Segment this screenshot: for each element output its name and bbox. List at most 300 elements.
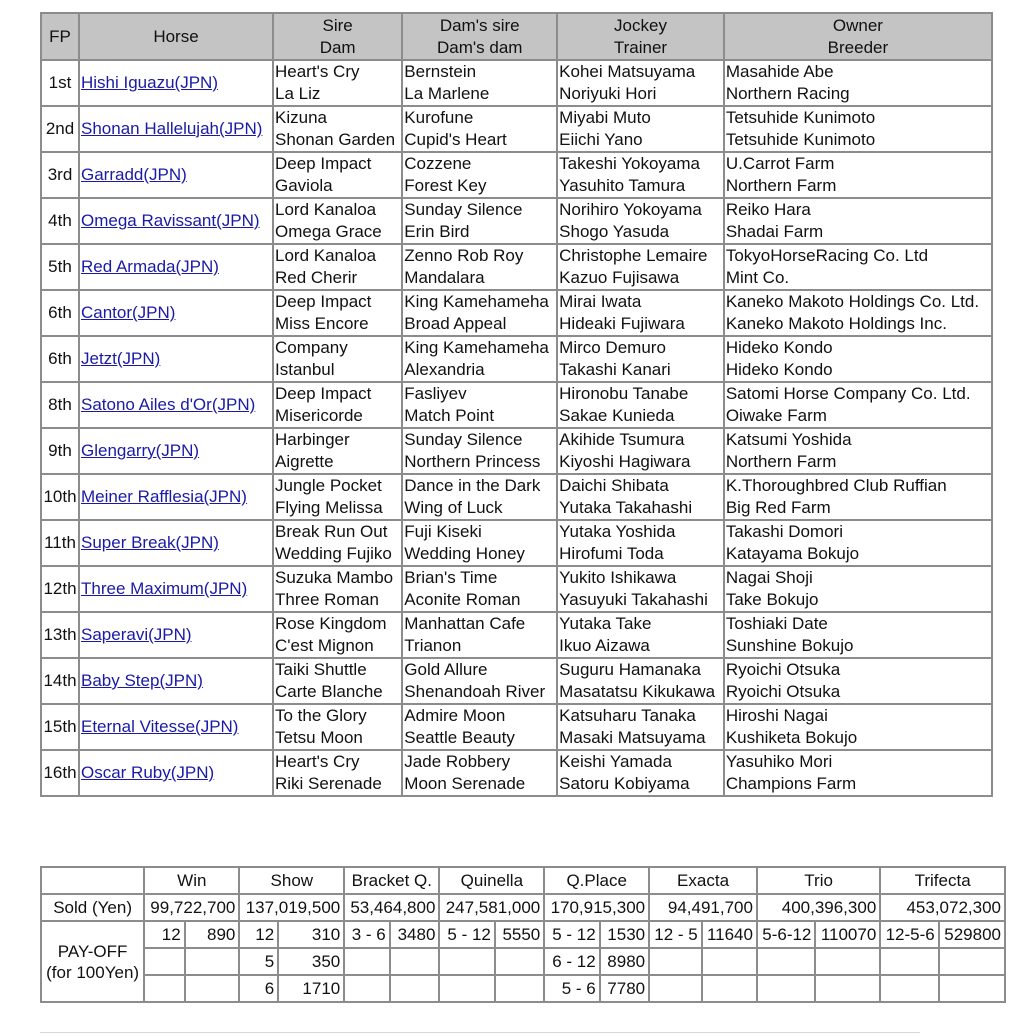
trainer: Takashi Kanari: [559, 360, 671, 379]
horse-link[interactable]: Super Break(JPN): [81, 533, 219, 552]
damsire-damdam-cell: [402, 474, 557, 520]
jockey-trainer-cell: [557, 336, 724, 382]
dams-dam: Match Point: [404, 406, 495, 425]
jockey-trainer-cell: [557, 428, 724, 474]
combination: 5: [239, 948, 278, 975]
dam: Tetsu Moon: [275, 728, 363, 747]
payoff-row: [41, 948, 1005, 975]
sire-dam-cell: [273, 60, 402, 106]
owner: Tetsuhide Kunimoto: [725, 108, 876, 127]
owner: Ryoichi Otsuka: [725, 660, 841, 679]
breeder: Ryoichi Otsuka: [725, 682, 841, 701]
jockey-trainer-cell: [557, 520, 724, 566]
horse-cell: [79, 290, 273, 336]
horse-link[interactable]: Satono Ailes d'Or(JPN): [81, 395, 256, 414]
header-sire-dam: [273, 13, 402, 60]
dams-dam: Broad Appeal: [404, 314, 507, 333]
trainer: Yasuyuki Takahashi: [559, 590, 708, 609]
jockey: Yukito Ishikawa: [559, 568, 677, 587]
payoff-label-line1: PAY-OFF: [57, 941, 128, 961]
damsire-damdam-cell: [402, 290, 557, 336]
trainer: Sakae Kunieda: [559, 406, 675, 425]
finish-position: 3rd: [41, 152, 79, 198]
sire: Jungle Pocket: [275, 476, 382, 495]
table-row: [41, 198, 992, 244]
jockey-trainer-cell: [557, 566, 724, 612]
sold-amount: 400,396,300: [757, 894, 880, 921]
damsire-damdam-cell: [402, 244, 557, 290]
payoff-header-row: [41, 867, 1005, 894]
jockey: Miyabi Muto: [559, 108, 651, 127]
payout: 350: [278, 948, 344, 975]
sire-dam-cell: [273, 244, 402, 290]
owner-breeder-cell: [724, 198, 992, 244]
payoff-table: [40, 866, 1006, 1003]
finish-position: 14th: [41, 658, 79, 704]
dam: Carte Blanche: [275, 682, 383, 701]
dams-dam: Aconite Roman: [404, 590, 521, 609]
combination: [757, 975, 815, 1002]
dams-dam: Moon Serenade: [404, 774, 526, 793]
trainer: Masatatsu Kikukawa: [559, 682, 716, 701]
combination: [344, 975, 390, 1002]
jockey: Keishi Yamada: [559, 752, 672, 771]
horse-cell: [79, 152, 273, 198]
breeder: Champions Farm: [725, 774, 857, 793]
sold-amount: 99,722,700: [144, 894, 239, 921]
jockey: Katsuharu Tanaka: [559, 706, 696, 725]
sire: Rose Kingdom: [275, 614, 387, 633]
horse-cell: [79, 382, 273, 428]
header-breeder: Breeder: [827, 37, 889, 57]
jockey: Kohei Matsuyama: [559, 62, 696, 81]
header-dams-dam: Dam's dam: [437, 37, 523, 57]
sire: Deep Impact: [275, 384, 372, 403]
payout: [390, 975, 440, 1002]
breeder: Mint Co.: [725, 268, 790, 287]
dams-sire: Gold Allure: [404, 660, 488, 679]
bet-type-header: Trifecta: [880, 867, 1005, 894]
owner: Hiroshi Nagai: [725, 706, 828, 725]
payout: [702, 948, 757, 975]
sire-dam-cell: [273, 428, 402, 474]
combination: 5 - 6: [544, 975, 599, 1002]
race-results-table: [40, 12, 993, 797]
damsire-damdam-cell: [402, 152, 557, 198]
horse-cell: [79, 60, 273, 106]
sire: Lord Kanaloa: [275, 200, 377, 219]
damsire-damdam-cell: [402, 750, 557, 796]
owner: Kaneko Makoto Holdings Co. Ltd.: [725, 292, 980, 311]
horse-link[interactable]: Oscar Ruby(JPN): [81, 763, 215, 782]
horse-link[interactable]: Meiner Rafflesia(JPN): [81, 487, 247, 506]
bet-type-header: Q.Place: [544, 867, 649, 894]
dams-sire: Brian's Time: [404, 568, 498, 587]
header-sire: Sire: [322, 15, 353, 35]
horse-cell: [79, 244, 273, 290]
sold-amount: 247,581,000: [439, 894, 544, 921]
dams-dam: Northern Princess: [404, 452, 541, 471]
header-dam: Dam: [319, 37, 356, 57]
combination: [880, 975, 938, 1002]
damsire-damdam-cell: [402, 106, 557, 152]
trainer: Kazuo Fujisawa: [559, 268, 680, 287]
horse-cell: [79, 106, 273, 152]
owner: Nagai Shoji: [725, 568, 813, 587]
horse-link[interactable]: Omega Ravissant(JPN): [81, 211, 260, 230]
payoff-body: [41, 867, 1005, 1002]
jockey-trainer-cell: [557, 612, 724, 658]
payout: [939, 948, 1005, 975]
damsire-damdam-cell: [402, 428, 557, 474]
owner: TokyoHorseRacing Co. Ltd: [725, 246, 929, 265]
bet-type-header: Show: [239, 867, 344, 894]
owner-breeder-cell: [724, 244, 992, 290]
owner-breeder-cell: [724, 658, 992, 704]
dams-sire: Cozzene: [404, 154, 472, 173]
owner: Masahide Abe: [725, 62, 834, 81]
dam: Miss Encore: [275, 314, 369, 333]
owner: Toshiaki Date: [725, 614, 828, 633]
sold-amount: 137,019,500: [239, 894, 344, 921]
combination: 5 - 12: [439, 921, 494, 948]
jockey-trainer-cell: [557, 198, 724, 244]
dams-dam: Wedding Honey: [404, 544, 525, 563]
damsire-damdam-cell: [402, 566, 557, 612]
dams-sire: Fasliyev: [404, 384, 467, 403]
dam: Flying Melissa: [275, 498, 383, 517]
payout: [185, 948, 240, 975]
table-row: [41, 106, 992, 152]
owner-breeder-cell: [724, 428, 992, 474]
table-row: [41, 382, 992, 428]
dam: Misericorde: [275, 406, 363, 425]
jockey: Daichi Shibata: [559, 476, 669, 495]
sire: Suzuka Mambo: [275, 568, 394, 587]
horse-cell: [79, 658, 273, 704]
combination: 12: [144, 921, 184, 948]
dams-dam: Wing of Luck: [404, 498, 503, 517]
header-jockey: Jockey: [614, 15, 667, 35]
owner: Reiko Hara: [725, 200, 811, 219]
sire-dam-cell: [273, 658, 402, 704]
sire: Lord Kanaloa: [275, 246, 377, 265]
jockey-trainer-cell: [557, 244, 724, 290]
dams-sire: Fuji Kiseki: [404, 522, 482, 541]
header-owner-breeder: [724, 13, 992, 60]
payout: 1530: [600, 921, 649, 948]
combination: 12 - 5: [649, 921, 702, 948]
trainer: Eiichi Yano: [559, 130, 643, 149]
dams-sire: Manhattan Cafe: [404, 614, 526, 633]
finish-position: 15th: [41, 704, 79, 750]
payout: [702, 975, 757, 1002]
breeder: Kaneko Makoto Holdings Inc.: [725, 314, 947, 333]
horse-link[interactable]: Cantor(JPN): [81, 303, 176, 322]
horse-cell: [79, 474, 273, 520]
jockey: Norihiro Yokoyama: [559, 200, 702, 219]
trainer: Yasuhito Tamura: [559, 176, 686, 195]
payout: 5550: [495, 921, 544, 948]
table-row: [41, 658, 992, 704]
table-row: [41, 244, 992, 290]
finish-position: 9th: [41, 428, 79, 474]
payout: [939, 975, 1005, 1002]
dams-dam: Mandalara: [404, 268, 485, 287]
horse-cell: [79, 198, 273, 244]
sire: Heart's Cry: [275, 752, 360, 771]
breeder: Shadai Farm: [725, 222, 824, 241]
payout: [495, 948, 544, 975]
combination: [439, 948, 494, 975]
owner: U.Carrot Farm: [725, 154, 835, 173]
finish-position: 10th: [41, 474, 79, 520]
combination: [649, 975, 702, 1002]
breeder: Northern Farm: [725, 176, 837, 195]
dam: Wedding Fujiko: [275, 544, 392, 563]
finish-position: 6th: [41, 336, 79, 382]
owner-breeder-cell: [724, 106, 992, 152]
payoff-row: [41, 921, 1005, 948]
horse-link[interactable]: Jetzt(JPN): [81, 349, 161, 368]
damsire-damdam-cell: [402, 658, 557, 704]
breeder: Take Bokujo: [725, 590, 819, 609]
header-fp: FP: [41, 13, 79, 60]
dams-dam: Alexandria: [404, 360, 485, 379]
payout: [495, 975, 544, 1002]
horse-link[interactable]: Baby Step(JPN): [81, 671, 203, 690]
dam: Three Roman: [275, 590, 379, 609]
owner-breeder-cell: [724, 152, 992, 198]
owner-breeder-cell: [724, 566, 992, 612]
horse-link[interactable]: Red Armada(JPN): [81, 257, 219, 276]
trainer: Hideaki Fujiwara: [559, 314, 685, 333]
results-body: [41, 60, 992, 796]
owner-breeder-cell: [724, 704, 992, 750]
finish-position: 1st: [41, 60, 79, 106]
payout: [390, 948, 440, 975]
breeder: Oiwake Farm: [725, 406, 827, 425]
jockey: Christophe Lemaire: [559, 246, 708, 265]
finish-position: 5th: [41, 244, 79, 290]
jockey-trainer-cell: [557, 382, 724, 428]
sire: Break Run Out: [275, 522, 388, 541]
sire: Company: [275, 338, 348, 357]
dams-sire: King Kamehameha: [404, 338, 549, 357]
finish-position: 8th: [41, 382, 79, 428]
dams-sire: King Kamehameha: [404, 292, 549, 311]
trainer: Shogo Yasuda: [559, 222, 670, 241]
trainer: Masaki Matsuyama: [559, 728, 706, 747]
damsire-damdam-cell: [402, 704, 557, 750]
sire: Harbinger: [275, 430, 350, 449]
payout: 7780: [600, 975, 649, 1002]
results-header-row: [41, 13, 992, 60]
jockey-trainer-cell: [557, 658, 724, 704]
sire-dam-cell: [273, 566, 402, 612]
sire-dam-cell: [273, 152, 402, 198]
jockey-trainer-cell: [557, 60, 724, 106]
sire-dam-cell: [273, 290, 402, 336]
horse-cell: [79, 566, 273, 612]
sire: Taiki Shuttle: [275, 660, 367, 679]
owner-breeder-cell: [724, 520, 992, 566]
payout: 890: [185, 921, 240, 948]
sold-amount: 453,072,300: [880, 894, 1005, 921]
combination: 3 - 6: [344, 921, 390, 948]
horse-link[interactable]: Shonan Hallelujah(JPN): [81, 119, 263, 138]
dam: Shonan Garden: [275, 130, 396, 149]
combination: [649, 948, 702, 975]
dams-dam: Shenandoah River: [404, 682, 546, 701]
breeder: Northern Racing: [725, 84, 850, 103]
owner: Katsumi Yoshida: [725, 430, 852, 449]
combination: [144, 948, 184, 975]
sire: Deep Impact: [275, 154, 372, 173]
payout: 3480: [390, 921, 440, 948]
table-row: [41, 336, 992, 382]
horse-cell: [79, 612, 273, 658]
dams-sire: Zenno Rob Roy: [404, 246, 524, 265]
table-row: [41, 152, 992, 198]
sire-dam-cell: [273, 704, 402, 750]
finish-position: 16th: [41, 750, 79, 796]
horse-link[interactable]: Garradd(JPN): [81, 165, 187, 184]
header-horse: Horse: [79, 13, 273, 60]
sire: Kizuna: [275, 108, 327, 127]
dams-dam: La Marlene: [404, 84, 490, 103]
bet-type-header: Bracket Q.: [344, 867, 439, 894]
jockey: Hironobu Tanabe: [559, 384, 689, 403]
combination: 12-5-6: [880, 921, 938, 948]
combination: [439, 975, 494, 1002]
sire: To the Glory: [275, 706, 367, 725]
owner-breeder-cell: [724, 290, 992, 336]
horse-cell: [79, 428, 273, 474]
dam: Aigrette: [275, 452, 334, 471]
header-dams-sire: Dam's sire: [439, 15, 520, 35]
finish-position: 6th: [41, 290, 79, 336]
owner: Takashi Domori: [725, 522, 843, 541]
dam: Riki Serenade: [275, 774, 382, 793]
finish-position: 12th: [41, 566, 79, 612]
sire-dam-cell: [273, 198, 402, 244]
horse-link[interactable]: Three Maximum(JPN): [81, 579, 248, 598]
bet-type-header: Win: [144, 867, 239, 894]
dams-sire: Kurofune: [404, 108, 474, 127]
payoff-label-line2: (for 100Yen): [46, 962, 140, 982]
finish-position: 4th: [41, 198, 79, 244]
damsire-damdam-cell: [402, 60, 557, 106]
jockey-trainer-cell: [557, 152, 724, 198]
horse-link[interactable]: Saperavi(JPN): [81, 625, 192, 644]
trainer: Yutaka Takahashi: [559, 498, 693, 517]
table-row: [41, 704, 992, 750]
finish-position: 2nd: [41, 106, 79, 152]
trainer: Noriyuki Hori: [559, 84, 657, 103]
sire: Heart's Cry: [275, 62, 360, 81]
jockey: Takeshi Yokoyama: [559, 154, 700, 173]
dams-sire: Jade Robbery: [404, 752, 511, 771]
owner: K.Thoroughbred Club Ruffian: [725, 476, 947, 495]
combination: [757, 948, 815, 975]
payout: 11640: [702, 921, 757, 948]
owner-breeder-cell: [724, 60, 992, 106]
dam: C'est Mignon: [275, 636, 374, 655]
horse-cell: [79, 336, 273, 382]
breeder: Kushiketa Bokujo: [725, 728, 858, 747]
sire-dam-cell: [273, 336, 402, 382]
damsire-damdam-cell: [402, 612, 557, 658]
finish-position: 13th: [41, 612, 79, 658]
horse-link[interactable]: Eternal Vitesse(JPN): [81, 717, 239, 736]
combination: [344, 948, 390, 975]
combination: [144, 975, 184, 1002]
header-damsire-damdam: [402, 13, 557, 60]
sold-amount: 94,491,700: [649, 894, 757, 921]
horse-cell: [79, 520, 273, 566]
combination: [880, 948, 938, 975]
table-row: [41, 750, 992, 796]
horse-link[interactable]: Hishi Iguazu(JPN): [81, 73, 218, 92]
dam: Red Cherir: [275, 268, 358, 287]
dam: Omega Grace: [275, 222, 382, 241]
dams-sire: Bernstein: [404, 62, 477, 81]
dams-dam: Cupid's Heart: [404, 130, 507, 149]
trainer: Ikuo Aizawa: [559, 636, 650, 655]
finish-position: 11th: [41, 520, 79, 566]
bet-type-header: Trio: [757, 867, 880, 894]
payout: [815, 948, 880, 975]
payout: 8980: [600, 948, 649, 975]
owner: Satomi Horse Company Co. Ltd.: [725, 384, 971, 403]
owner-breeder-cell: [724, 336, 992, 382]
trainer: Kiyoshi Hagiwara: [559, 452, 691, 471]
horse-cell: [79, 750, 273, 796]
jockey: Mirai Iwata: [559, 292, 642, 311]
damsire-damdam-cell: [402, 198, 557, 244]
dams-dam: Forest Key: [404, 176, 487, 195]
breeder: Sunshine Bokujo: [725, 636, 854, 655]
trainer: Satoru Kobiyama: [559, 774, 690, 793]
owner-breeder-cell: [724, 474, 992, 520]
table-row: [41, 428, 992, 474]
table-row: [41, 290, 992, 336]
jockey-trainer-cell: [557, 106, 724, 152]
sire-dam-cell: [273, 382, 402, 428]
sire-dam-cell: [273, 474, 402, 520]
horse-cell: [79, 704, 273, 750]
payoff-label: [41, 921, 144, 1002]
breeder: Northern Farm: [725, 452, 837, 471]
jockey: Suguru Hamanaka: [559, 660, 701, 679]
payout: 110070: [815, 921, 880, 948]
sire-dam-cell: [273, 520, 402, 566]
bet-type-header: Quinella: [439, 867, 544, 894]
table-row: [41, 474, 992, 520]
horse-link[interactable]: Glengarry(JPN): [81, 441, 200, 460]
jockey-trainer-cell: [557, 474, 724, 520]
table-row: [41, 60, 992, 106]
payout: [815, 975, 880, 1002]
combination: 5-6-12: [757, 921, 815, 948]
sold-amount: 53,464,800: [344, 894, 439, 921]
payout: [185, 975, 240, 1002]
sire-dam-cell: [273, 612, 402, 658]
sold-amount: 170,915,300: [544, 894, 649, 921]
dam: Gaviola: [275, 176, 333, 195]
sire-dam-cell: [273, 750, 402, 796]
